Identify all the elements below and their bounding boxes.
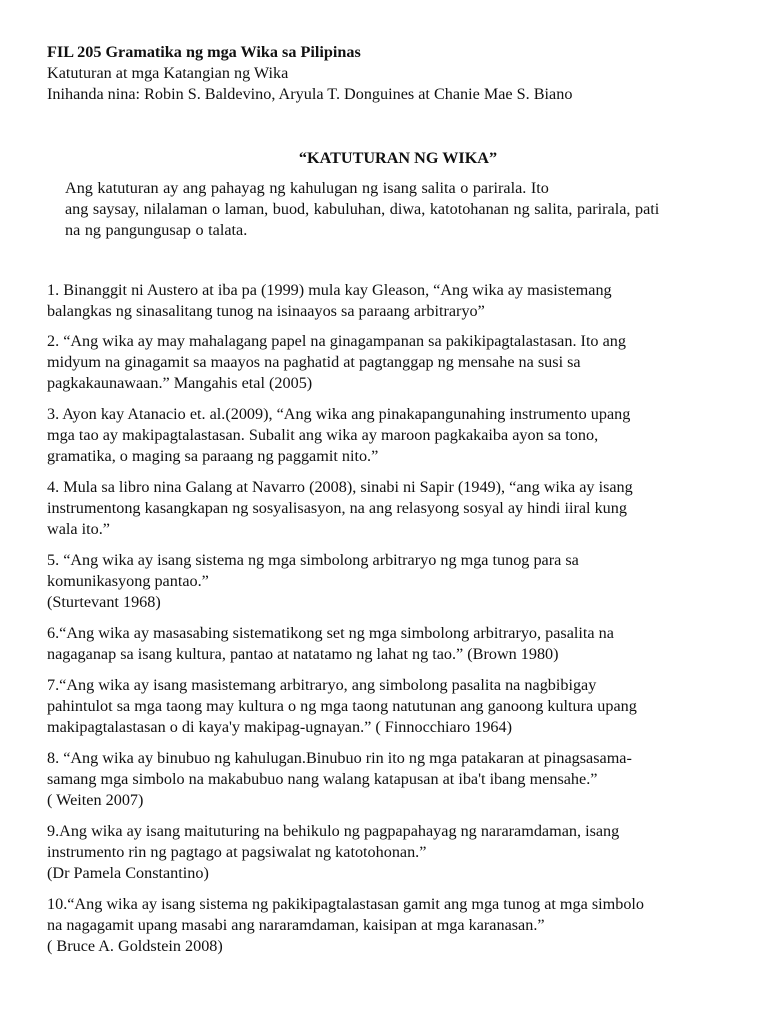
definition-line: komunikasyong pantao.” [47,572,209,590]
definition-item-4 [47,477,727,540]
definition-item-2 [47,331,727,394]
definition-line: 3. Ayon kay Atanacio et. al.(2009), “Ang wika ang pinakapangunahing instrumento upang [47,405,631,423]
definition-line: 6.“Ang wika ay masasabing sistematikong set ng mga simbolong arbitraryo, pasalita na [47,624,614,642]
definition-item-7 [47,675,727,738]
document-page [47,42,727,967]
definition-line: samang mga simbolo na makabubuo nang walang katapusan at iba't ibang mensahe.” [47,770,598,788]
definition-line: wala ito.” [47,520,110,538]
definition-item-8 [47,748,727,811]
intro-line: Ang katuturan ay ang pahayag ng kahulugan ng isang salita o parirala. Ito [65,179,549,197]
definition-line: 1. Binanggit ni Austero at iba pa (1999) mula kay Gleason, “Ang wika ay masistemang [47,281,612,299]
definition-line: 9.Ang wika ay isang maituturing na behikulo ng pagpapahayag ng nararamdaman, isang [47,822,620,840]
definition-line: 4. Mula sa libro nina Galang at Navarro (2008), sinabi ni Sapir (1949), “ang wika ay isang [47,478,633,496]
authors-line: Inihanda nina: Robin S. Baldevino, Aryula T. Donguines at Chanie Mae S. Biano [47,85,573,103]
definition-item-5 [47,550,727,613]
definition-line: 5. “Ang wika ay isang sistema ng mga simbolong arbitraryo ng mga tunog para sa [47,551,579,569]
definition-line: balangkas ng sinasalitang tunog na isinaayos sa paraang arbitraryo” [47,302,485,320]
definition-line: midyum na ginagamit sa maayos na paghatid at pagtanggap ng mensahe na susi sa [47,353,581,371]
definition-line: nagaganap sa isang kultura, pantao at natatamo ng lahat ng tao.” (Brown 1980) [47,645,559,663]
definition-item-9 [47,821,727,884]
definition-line: mga tao ay makipagtalastasan. Subalit ang wika ay maroon pagkakaiba ayon sa tono, [47,426,599,444]
definition-line: instrumento rin ng pagtago at pagsiwalat ng katotohonan.” [47,843,427,861]
definition-line: 10.“Ang wika ay isang sistema ng pakikipagtalastasan gamit ang mga tunog at mga simbolo [47,895,645,913]
definition-item-6 [47,623,727,665]
topic-title: Katuturan at mga Katangian ng Wika [47,64,289,82]
definition-line: instrumentong kasangkapan ng sosyalisasyon, na ang relasyong sosyal ay hindi iiral kung [47,499,627,517]
definition-line: 8. “Ang wika ay binubuo ng kahulugan.Binubuo rin ito ng mga patakaran at pinagsasama- [47,749,632,767]
intro-line: ang saysay, nilalaman o laman, buod, kabuluhan, diwa, katotohanan ng salita, parirala, pati [65,200,660,218]
definition-line: na nagagamit upang masabi ang nararamdaman, kaisipan at mga karanasan.” [47,916,545,934]
definition-citation: (Dr Pamela Constantino) [47,864,209,882]
definition-line: pagkakaunawaan.” Mangahis etal (2005) [47,374,313,392]
definition-citation: (Sturtevant 1968) [47,593,161,611]
definition-line: 2. “Ang wika ay may mahalagang papel na ginagampanan sa pakikipagtalastasan. Ito ang [47,332,626,350]
definition-line: 7.“Ang wika ay isang masistemang arbitraryo, ang simbolong pasalita na nagbibigay [47,676,597,694]
definition-line: pahintulot sa mga taong may kultura o ng mga taong natutunan ang ganoong kultura upang [47,697,637,715]
definition-line: makipagtalastasan o di kaya'y makipag-ugnayan.” ( Finnocchiaro 1964) [47,718,513,736]
definition-item-3 [47,404,727,467]
intro-line: na ng pangungusap o talata. [65,221,248,239]
definition-citation: ( Weiten 2007) [47,791,144,809]
definition-list [47,280,727,957]
definition-item-1 [47,280,727,322]
definition-item-10 [47,894,727,957]
document-title: “KATUTURAN NG WIKA” [298,149,498,167]
definition-citation: ( Bruce A. Goldstein 2008) [47,937,223,955]
definition-line: gramatika, o maging sa paraang ng paggamit nito.” [47,447,379,465]
intro-paragraph [47,178,727,241]
course-title: FIL 205 Gramatika ng mga Wika sa Pilipinas [47,43,361,61]
